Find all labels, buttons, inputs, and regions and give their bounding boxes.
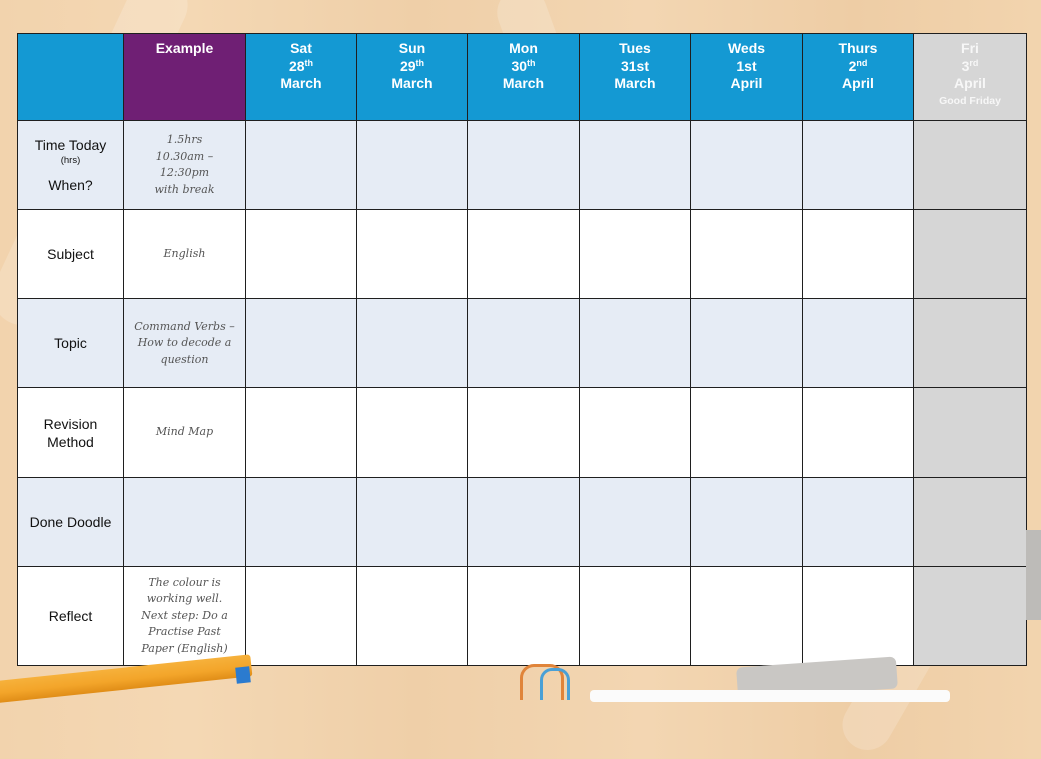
- table-row-doodle: [18, 477, 1027, 566]
- day-name: Tues: [619, 40, 651, 56]
- table-row-subject: [18, 210, 1027, 299]
- example-cell: [124, 121, 246, 210]
- day-number: 29: [399, 57, 416, 74]
- example-line: Command Verbs –: [134, 319, 235, 333]
- planner-cell[interactable]: [357, 299, 468, 388]
- day-month: March: [280, 75, 322, 91]
- revision-planner-table: [17, 33, 1027, 666]
- planner-cell[interactable]: [691, 299, 803, 388]
- example-line: Practise Past: [148, 625, 221, 639]
- example-line: with break: [154, 182, 215, 196]
- planner-cell[interactable]: [357, 121, 468, 210]
- day-name: Sat: [290, 40, 312, 56]
- example-line: Paper (English): [141, 641, 228, 655]
- planner-cell[interactable]: [580, 299, 691, 388]
- example-cell: [124, 566, 246, 665]
- planner-cell[interactable]: [803, 299, 914, 388]
- example-line: Mind Map: [155, 425, 214, 439]
- row-label: [18, 121, 124, 210]
- header-example: Example: [124, 34, 246, 121]
- paperclip-decoration: [540, 668, 570, 700]
- example-line: English: [163, 246, 206, 260]
- planner-cell[interactable]: [691, 388, 803, 477]
- header-day: [468, 34, 580, 121]
- day-suffix: rd: [969, 57, 979, 68]
- planner-cell[interactable]: [357, 477, 468, 566]
- day-month: April: [954, 75, 986, 91]
- row-label: Topic: [18, 299, 124, 388]
- day-month: March: [502, 75, 545, 91]
- planner-cell[interactable]: [691, 477, 803, 566]
- day-number: 2: [848, 57, 857, 74]
- friday-cell: [914, 299, 1027, 388]
- row-label: Reflect: [18, 566, 124, 665]
- header-day: [246, 34, 357, 121]
- planner-cell[interactable]: [580, 388, 691, 477]
- planner-cell[interactable]: [468, 210, 580, 299]
- planner-cell[interactable]: [803, 477, 914, 566]
- table-row-topic: [18, 299, 1027, 388]
- holiday-note: Good Friday: [939, 94, 1001, 107]
- planner-cell[interactable]: [580, 210, 691, 299]
- planner-cell[interactable]: [580, 121, 691, 210]
- paper-decoration: [590, 690, 950, 702]
- day-name: Thurs: [838, 40, 878, 56]
- example-line: 12:30pm: [159, 166, 210, 180]
- example-line: 1.5hrs: [166, 133, 203, 147]
- day-month: March: [391, 75, 433, 91]
- header-corner: [18, 34, 124, 121]
- planner-cell[interactable]: [803, 210, 914, 299]
- planner-cell[interactable]: [357, 566, 468, 665]
- table-row-reflect: [18, 566, 1027, 665]
- day-number: 30: [511, 57, 528, 74]
- planner-cell[interactable]: [246, 210, 357, 299]
- ruler-decoration: [1026, 530, 1041, 620]
- example-line: question: [160, 352, 209, 366]
- planner-cell[interactable]: [357, 210, 468, 299]
- table-row-method: [18, 388, 1027, 477]
- pencil-tip-decoration: [235, 666, 251, 683]
- example-cell: [124, 299, 246, 388]
- header-day: [580, 34, 691, 121]
- planner-cell[interactable]: [691, 121, 803, 210]
- planner-cell[interactable]: [246, 388, 357, 477]
- example-cell: [124, 210, 246, 299]
- example-line: Next step: Do a: [141, 608, 228, 622]
- day-name: Weds: [727, 40, 766, 56]
- planner-cell[interactable]: [468, 388, 580, 477]
- planner-cell[interactable]: [357, 388, 468, 477]
- day-number: 28: [288, 57, 305, 74]
- planner-cell[interactable]: [803, 566, 914, 665]
- table-row-time: [18, 121, 1027, 210]
- planner-cell[interactable]: [468, 477, 580, 566]
- planner-cell[interactable]: [580, 566, 691, 665]
- example-line: How to decode a: [137, 336, 232, 350]
- day-name: Sun: [398, 40, 426, 56]
- example-line: 10.30am –: [155, 149, 214, 163]
- day-suffix: nd: [856, 57, 868, 68]
- planner-cell[interactable]: [691, 566, 803, 665]
- when-label: When?: [48, 177, 93, 194]
- header-day-friday: [914, 34, 1027, 121]
- day-suffix: th: [415, 57, 425, 68]
- day-name: Fri: [961, 40, 979, 56]
- day-month: April: [730, 75, 763, 91]
- planner-cell[interactable]: [246, 299, 357, 388]
- planner-cell[interactable]: [691, 210, 803, 299]
- header-day: [691, 34, 803, 121]
- friday-cell: [914, 388, 1027, 477]
- day-suffix: th: [527, 57, 536, 68]
- day-number: 3: [961, 57, 970, 74]
- row-label: Done Doodle: [18, 477, 124, 566]
- row-label: Subject: [18, 210, 124, 299]
- day-month: April: [842, 75, 874, 91]
- friday-cell: [914, 210, 1027, 299]
- planner-cell[interactable]: [246, 477, 357, 566]
- planner-cell[interactable]: [246, 566, 357, 665]
- planner-cell[interactable]: [468, 121, 580, 210]
- time-label: Time Today: [34, 137, 107, 154]
- friday-cell: [914, 566, 1027, 665]
- day-month: March: [614, 75, 656, 91]
- time-unit: (hrs): [60, 155, 81, 167]
- day-suffix: th: [304, 57, 314, 68]
- planner-cell[interactable]: [246, 121, 357, 210]
- planner-cell[interactable]: [803, 388, 914, 477]
- day-name: Mon: [509, 40, 538, 56]
- planner-cell[interactable]: [468, 299, 580, 388]
- day-number: 31st: [620, 57, 650, 74]
- day-number: 1st: [736, 57, 757, 74]
- planner-cell[interactable]: [803, 121, 914, 210]
- planner-cell[interactable]: [580, 477, 691, 566]
- example-cell: [124, 388, 246, 477]
- header-day: [803, 34, 914, 121]
- example-cell: [124, 477, 246, 566]
- friday-cell: [914, 121, 1027, 210]
- planner-cell[interactable]: [468, 566, 580, 665]
- friday-cell: [914, 477, 1027, 566]
- example-line: working well.: [146, 592, 223, 606]
- example-line: The colour is: [148, 575, 221, 589]
- header-day: [357, 34, 468, 121]
- row-label: Revision Method: [18, 388, 124, 477]
